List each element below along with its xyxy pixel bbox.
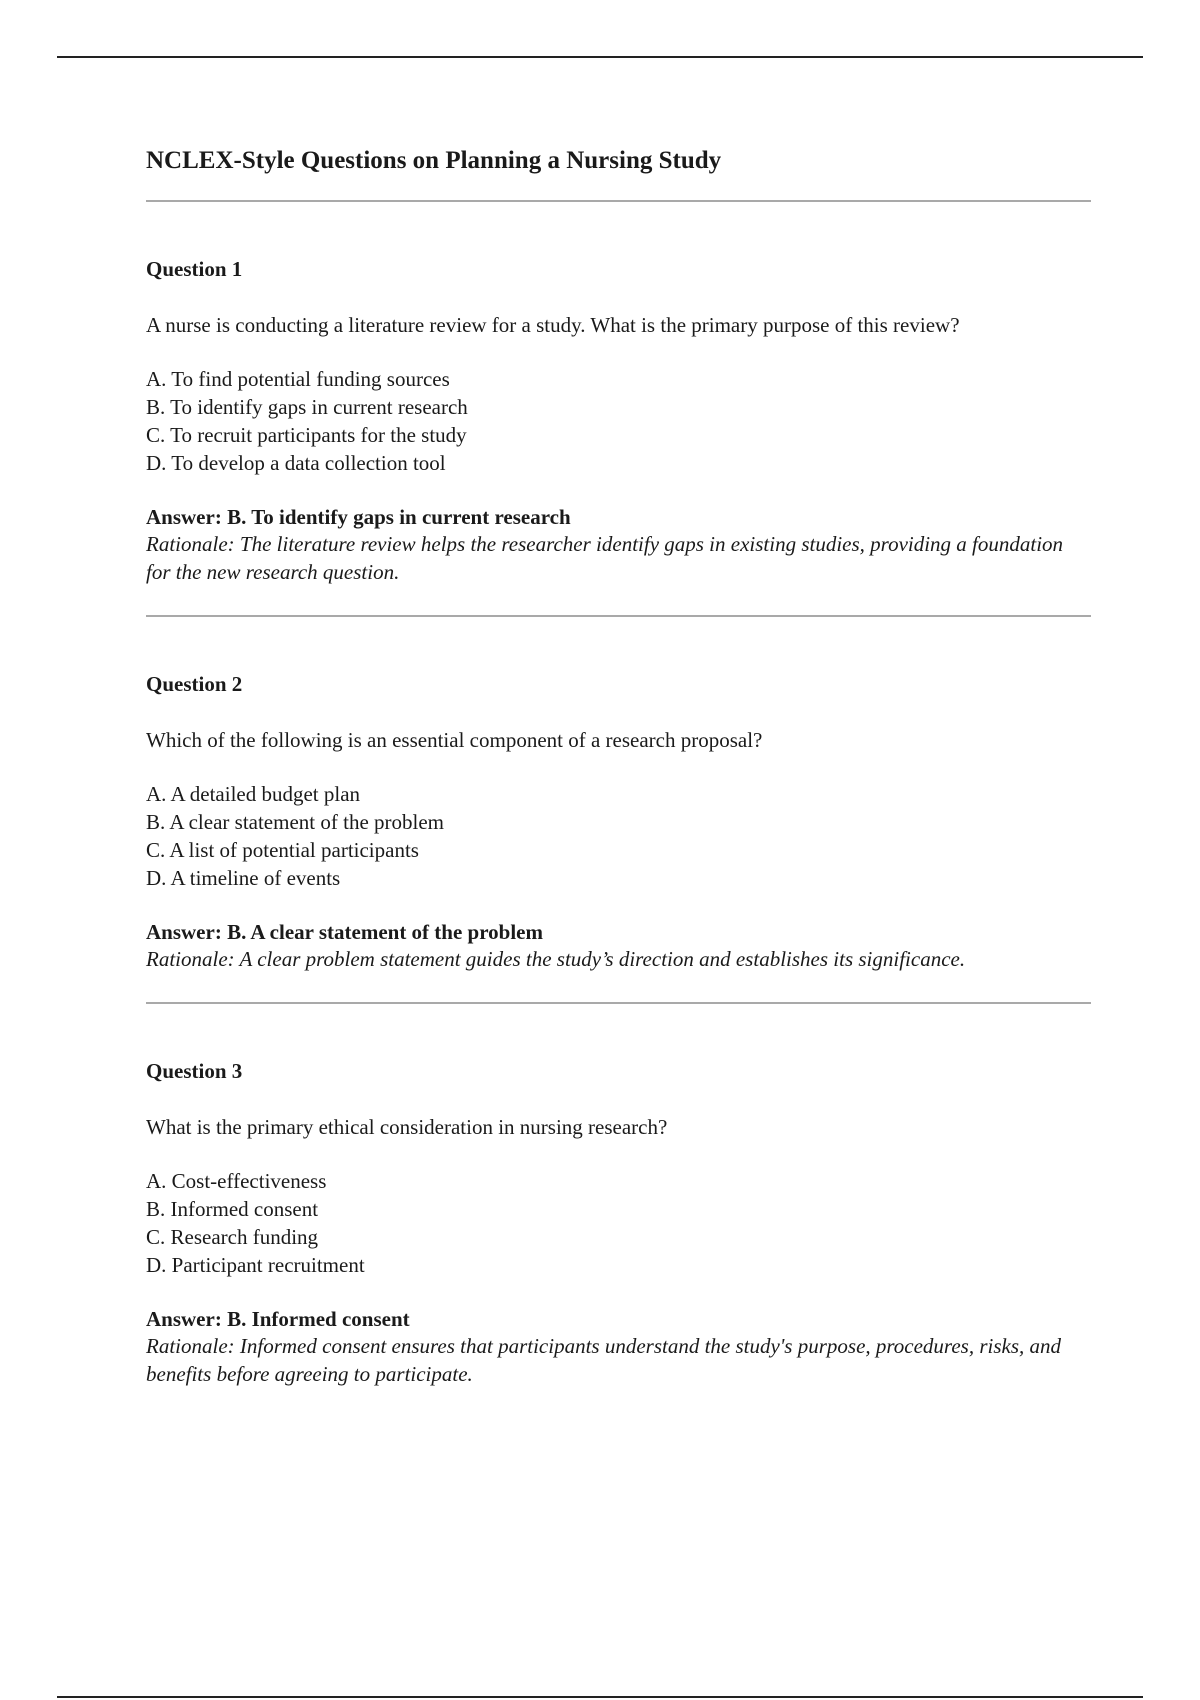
option-c: C. To recruit participants for the study (146, 423, 467, 447)
question-heading: Question 2 (146, 672, 243, 696)
document-body (146, 130, 1091, 1388)
question-heading: Question 1 (146, 257, 243, 281)
rationale: Rationale: A clear problem statement guides the study’s direction and establishes its significance. (146, 947, 966, 971)
question-3 (146, 1004, 1091, 1388)
question-text: Which of the following is an essential component of a research proposal? (146, 728, 763, 752)
answer-options (146, 365, 1091, 477)
answer-options (146, 1167, 1091, 1279)
question-heading: Question 3 (146, 1059, 243, 1083)
page-bottom-rule (57, 1696, 1143, 1698)
option-d: D. Participant recruitment (146, 1253, 365, 1277)
question-text: What is the primary ethical consideration in nursing research? (146, 1115, 668, 1139)
rationale: Rationale: Informed consent ensures that participants understand the study's purpose, procedures, risks, and benefits before agreeing to participate. (146, 1334, 1061, 1386)
answer: Answer: B. A clear statement of the problem (146, 920, 543, 944)
answer: Answer: B. To identify gaps in current research (146, 505, 571, 529)
option-a: A. A detailed budget plan (146, 782, 361, 806)
rationale: Rationale: The literature review helps the researcher identify gaps in existing studies, providing a foundation for the new research question. (146, 532, 1064, 584)
question-2 (146, 617, 1091, 973)
option-a: A. To find potential funding sources (146, 367, 450, 391)
option-c: C. A list of potential participants (146, 838, 419, 862)
option-b: B. A clear statement of the problem (146, 810, 444, 834)
option-a: A. Cost-effectiveness (146, 1169, 327, 1193)
option-b: B. To identify gaps in current research (146, 395, 468, 419)
document-title: NCLEX-Style Questions on Planning a Nursing Study (146, 147, 722, 174)
question-1 (146, 202, 1091, 586)
answer: Answer: B. Informed consent (146, 1307, 410, 1331)
option-b: B. Informed consent (146, 1197, 319, 1221)
page-top-rule (57, 56, 1143, 58)
option-d: D. A timeline of events (146, 866, 341, 890)
option-c: C. Research funding (146, 1225, 319, 1249)
question-text: A nurse is conducting a literature review for a study. What is the primary purpose of this review? (146, 313, 960, 337)
answer-options (146, 780, 1091, 892)
option-d: D. To develop a data collection tool (146, 451, 446, 475)
